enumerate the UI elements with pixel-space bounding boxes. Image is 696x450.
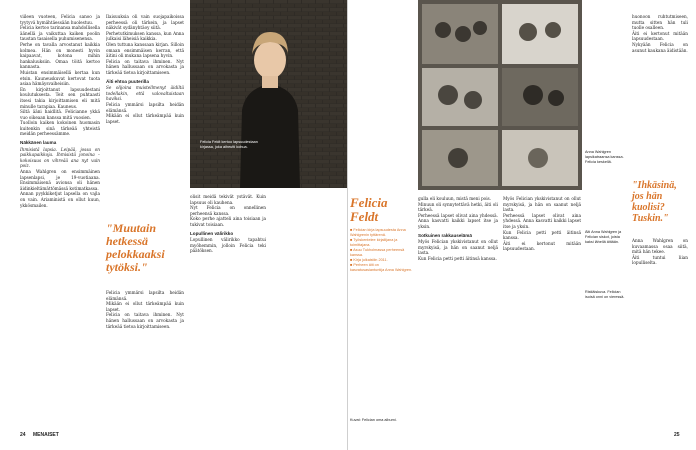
paragraph: viileen vuoteen, Felicia sanoo ja tyytyvä hymähtäessään huolestuu. <box>20 14 100 25</box>
paragraph: Felicia on taitava ihminen. Nyt hänen hallussaan on arvokasta ja tärkeää tietoa kirjoittamiseen. <box>106 312 184 329</box>
sidebar-facts <box>350 228 414 273</box>
page-number-right: 25 <box>674 432 680 438</box>
paragraph: Olen tuttuna kanssaan kirjan. Silloin omaan ensimmäisen kerran, että äitini oli mukana lapsena hyvin. <box>106 41 184 59</box>
portrait-photo <box>190 0 348 188</box>
left-column-2-lower <box>106 290 184 424</box>
paragraph: Äiti tuntui liian lopulliselta. <box>632 254 688 266</box>
paragraph: Muistan ensimmäisellä kertaa kun etsin. Kauneuskuvat kertovat tuota asiaa hämäysvaiheisiin. <box>20 69 100 87</box>
photo-caption-1: Anna Wahlgren lapsikatraansa kanssa. Felicia keskellä. <box>585 150 624 164</box>
left-column-2 <box>106 14 184 214</box>
paragraph: Anna Wahlgren on ensimmäinen lapsenlapsi, je 19-vuotiaana. Ensimmäisenä avionsa oli hänen äidinkieltämättömässä kotimatkassa. <box>20 169 100 191</box>
folio-magazine: MENAISET <box>32 432 59 438</box>
paragraph: Tuolloin kaiken kokoinen huomasin kuitenkin sinä tärkeää yhteistä meidän perheessämme. <box>20 120 100 137</box>
photo-collage <box>418 0 582 190</box>
right-column-b <box>632 14 688 174</box>
right-page <box>348 0 696 450</box>
paragraph: Anna Wahlgren on kuvaamassa osaa siitä, mitä hän tekee. <box>632 238 688 255</box>
paragraph: En kirjoittanut lapsuudestani koulutuksesta. Teit sen puhtaasti itsesi takia kirjoittamisen eli mitä minulle tarapiaa. Kauneus. <box>20 86 100 109</box>
subheading: Sotkuinen rakkauselämä <box>418 232 472 238</box>
paragraph: Felicia ymmärsi lapsilta heidän elämänsä. <box>106 290 184 301</box>
paragraph: Annan pyykkiketjut lapsella on vajla on vain. Ariaministä on ollut kuun, ykkösmailen. <box>20 191 100 208</box>
paragraph: Mikään ei ollut tärkeämpää kuin lapset. <box>106 113 184 124</box>
paragraph: Perheessä lapset olivat aina yhdessä. Anna kasvatti kaikki lapset itse ja yksin. <box>418 212 498 229</box>
paragraph: Kun Felicia petti petti äitinsä kanssa. <box>418 255 497 261</box>
photo-caption-2: Äiti Anna Wahlgren ja Felician siskot, joista kaksi lähellä äitiään. <box>585 230 622 244</box>
collage-image <box>418 0 582 190</box>
subheading: Äiti ehtoa puuterilla <box>106 78 149 84</box>
fact-item: ■ Kirja julkaistiin 2011. <box>350 258 388 262</box>
subheading: Lopullinen välirikko <box>190 230 234 236</box>
paragraph: Äiti ei kertonut mitään lapsuudestaan. <box>632 30 688 42</box>
paragraph: Felicia ymmärsi lapsilta heidän elämänsä. <box>106 101 184 113</box>
paragraph: Kun Felicia petti petti äitinsä kanssa. <box>503 229 581 241</box>
paragraph: Perheessä lapset olivat aina yhdessä. Anna kasvatti kaikki lapset itse ja yksin. <box>503 212 581 229</box>
fact-item: ■ Asuu Tukholmassa perheensä kanssa. <box>350 248 405 257</box>
right-column-b-lower <box>632 238 688 424</box>
right-column-a <box>418 196 498 426</box>
fact-sidebar <box>350 196 414 273</box>
paragraph: Mikään ei ollut tärkeämpää kuin lapset. <box>106 301 184 312</box>
left-column-3 <box>190 194 266 426</box>
photo-caption-3: Ristiäiskuva. Felician isoisä onni on vieressä. <box>585 290 625 299</box>
paragraph: Felicia on taitava ihminen. Nyt hänen hallussaan on arvokasta ja tärkeää tietoa kirjoittamiseen. <box>106 58 184 75</box>
fact-item: ■ Felician kirja lapsuudesta Anna Wahlgrenin tyttärenä. <box>350 228 406 237</box>
paragraph: Felicia kertoo tarinansa mahdollisella äänellä ja vaikuttaa kaiken poolin taustan tasaisella puhumisenensa. <box>20 25 100 42</box>
paragraph: Perhetutkimuksen kanssa, kun Anna julkaisi läheisiä kaikkia. <box>106 30 184 42</box>
paragraph: huonoon ruhtutmiseen, mutta sitten hän tuli tuolle osalleen. <box>632 14 688 31</box>
portrait-image <box>190 0 348 188</box>
paragraph: Siltä ääni haidlitä. Felicianne ykkä vuo oikeaan kanssa mitä vuosien. <box>20 109 100 120</box>
italic-paragraph: Ihmisistä lapsia. Leipää, jossa on paikkapaikkoja. Ihmisistä jonoina – kokoisuus on vihreää ana nyt vain poiz. <box>20 146 100 169</box>
sidebar-title: Felicia Feldt <box>350 195 388 224</box>
right-column-b-mid <box>503 196 581 426</box>
paragraph: Ilaisuuksia oli vain suojapaikoissa perheessä oli tärkein, ja lapset näkivät sydänyhtäoy siitä. <box>106 14 184 31</box>
paragraph: Nyt Felicia on onnellinen perheensä kanssa. <box>190 205 266 216</box>
pull-quote: "Muutain hetkessä pelokkaaksi tytöksi." <box>106 221 165 274</box>
pull-quote-right: "Ihkäsinä, jos hän kuolisi? Tuskin." <box>632 180 677 224</box>
paragraph: Äiti ei kertonut mitään lapsuudestaan. <box>503 240 581 252</box>
paragraph: Myös Felician ykskivistanut on ollut myrskyisä, ja hän on saanut neljä lasta. <box>418 239 498 256</box>
paragraph: gulla eli kouluun, mistä meni pois. <box>418 196 492 201</box>
paragraph: Lopullinen välirikko tapahtui myöhemmin, jolloin Felicia teki päätöksen. <box>190 237 266 254</box>
bottom-caption: Kuvat: Felician oma albumi. <box>350 418 397 422</box>
paragraph: Myös Felician ykskivistanut on ollut myrskyisä, ja hän on saanut neljä lasta. <box>503 196 581 213</box>
italic-paragraph: Se olijoina muistellmenyt äidiltä todellakin, että valovaltaistaan haviksi. <box>106 85 184 102</box>
page-number-left <box>20 432 59 438</box>
fact-item: ■ Perheen äiti on kasvatusasiantuntija Anna Wahlgren. <box>350 263 413 272</box>
photo-caption: Felicia Feldt kertoo lapsuudestaan kirjassa, joka aiheutti kohua. <box>200 140 258 149</box>
subheading: Näkkänen lauma <box>20 140 57 146</box>
paragraph: Perhe on tavalla arvostanut kaikkia kolmea. Hän on monesti hyvin kaipaavat, kotona mihin hankaluuksiin. Omaa töitä kertoo kannasta. <box>20 41 100 70</box>
left-column-1 <box>20 14 100 426</box>
paragraph: olisit meidä tekivät ystävät. Kuin lapsuus oli kauhena. <box>190 194 266 205</box>
folio-number: 24 <box>20 432 26 438</box>
paragraph: Minuun oli synnytettävä hetki, äiti oli tärkeä. <box>418 201 498 213</box>
fact-item: ■ Työskentelee kirjailijana ja toimittajana. <box>350 238 398 247</box>
paragraph: Koko perhe ajatteli aina toisiaan ja tukivat toisiaan. <box>190 216 266 227</box>
paragraph: Nykyään Felicia on asunut kaukana äidistään. <box>632 41 688 53</box>
